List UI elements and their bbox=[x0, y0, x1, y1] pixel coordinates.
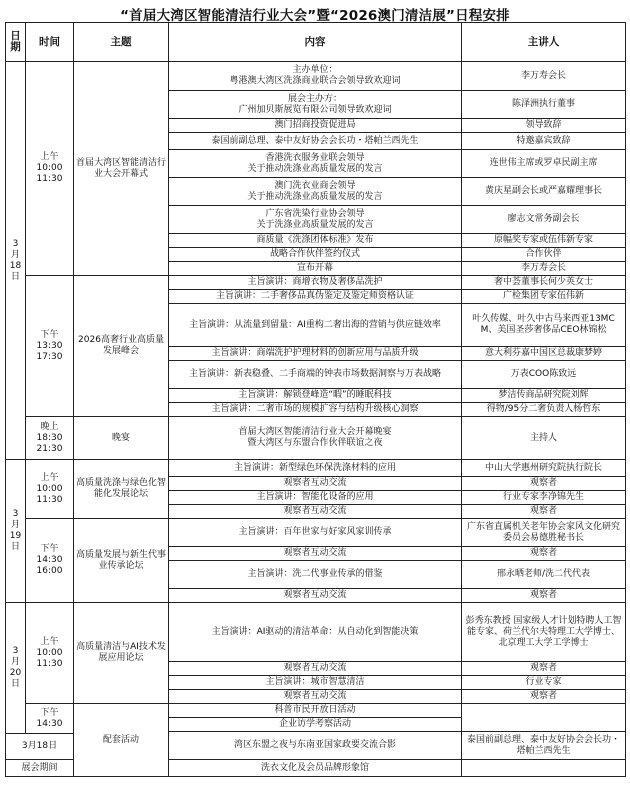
content-cell: 观察者互动交流 bbox=[169, 662, 462, 676]
time-cell: 上午 10:00 11:30 bbox=[26, 603, 74, 704]
content-cell: 香港洗衣服务业联会领导 关于推动洗涤业高质量发展的发言 bbox=[169, 150, 462, 178]
theme-cell: 晚宴 bbox=[74, 417, 169, 460]
speaker-cell: 万表COO陈致远 bbox=[462, 361, 626, 389]
speaker-cell bbox=[462, 760, 626, 777]
time-cell: 下午 14:30 bbox=[26, 704, 74, 734]
table-header-row bbox=[6, 23, 626, 62]
content-cell: 主旨演讲：百年世家与好家风家训传承 bbox=[169, 519, 462, 547]
speaker-cell: 邢永晒老师/洗二代代表 bbox=[462, 561, 626, 589]
theme-cell: 首届大湾区智能清洁行业大会开幕式 bbox=[74, 62, 169, 276]
table-row bbox=[6, 62, 626, 91]
speaker-cell: 特邀嘉宾致辞 bbox=[462, 133, 626, 150]
time-cell: 下午 14:30 16:00 bbox=[26, 519, 74, 603]
content-cell: 首届大湾区智能清洁行业大会开幕晚宴 暨大湾区与东盟合作伙伴联谊之夜 bbox=[169, 417, 462, 460]
theme-cell: 高质量清洁与AI技术发展应用论坛 bbox=[74, 603, 169, 704]
content-cell: 主旨演讲：二奢市场的规模扩容与结构升级核心洞察 bbox=[169, 403, 462, 417]
header-time: 时间 bbox=[26, 23, 74, 62]
table-row bbox=[6, 603, 626, 662]
content-cell: 商质量《洗涤团体标准》发布 bbox=[169, 234, 462, 248]
speaker-cell: 中山大学惠州研究院执行院长 bbox=[462, 460, 626, 477]
content-cell: 主旨演讲：商增衣物及奢侈品洗护 bbox=[169, 276, 462, 290]
content-cell: 澳门招商投资促进局 bbox=[169, 119, 462, 133]
speaker-cell: 叶久传媒、叶久中古马来西亚13MCM、美国圣莎奢侈品CEO林锦松 bbox=[462, 304, 626, 347]
content-cell: 洗衣文化及会员品牌形象馆 bbox=[169, 760, 462, 777]
speaker-cell: 观察者 bbox=[462, 589, 626, 603]
speaker-cell: 观察者 bbox=[462, 662, 626, 676]
content-cell: 战略合作伙伴签约仪式 bbox=[169, 248, 462, 262]
speaker-cell: 广东省直属机关老年协会家风文化研究委员会易德胜秘书长 bbox=[462, 519, 626, 547]
theme-cell: 2026高奢行业高质量发展峰会 bbox=[74, 276, 169, 417]
date-cell: 3 月 19 日 bbox=[6, 460, 26, 603]
speaker-cell: 得物/95分二奢负责人杨哲东 bbox=[462, 403, 626, 417]
speaker-cell: 泰国前副总理、泰中友好协会会长功・塔帕兰西先生 bbox=[462, 732, 626, 760]
content-cell: 观察者互动交流 bbox=[169, 547, 462, 561]
speaker-cell: 原幅奖专家或伍伟新专家 bbox=[462, 234, 626, 248]
speaker-cell: 领导致辞 bbox=[462, 119, 626, 133]
speaker-cell: 观察者 bbox=[462, 690, 626, 704]
speaker-cell: 行业专家 bbox=[462, 676, 626, 690]
speaker-cell: 观察者 bbox=[462, 547, 626, 561]
date-cell: 3月18日 bbox=[6, 734, 74, 760]
date-cell: 3 月 20 日 bbox=[6, 603, 26, 734]
speaker-cell: 观察者 bbox=[462, 477, 626, 491]
content-cell: 主旨演讲：从流量到留量：AI重构二奢出海的营销与供应链效率 bbox=[169, 304, 462, 347]
speaker-cell: 观察者 bbox=[462, 505, 626, 519]
header-theme: 主题 bbox=[74, 23, 169, 62]
content-cell: 观察者互动交流 bbox=[169, 477, 462, 491]
speaker-cell: 彭秀东教授 国家级人才计划特聘人工智能专家、荷兰代尔夫特理工大学博士、北京理工大学工学博士 bbox=[462, 603, 626, 662]
time-cell: 上午 10:00 11:30 bbox=[26, 62, 74, 276]
content-cell: 主旨演讲：城市智慧清洁 bbox=[169, 676, 462, 690]
speaker-cell: 合作伙伴 bbox=[462, 248, 626, 262]
content-cell: 湾区东盟之夜与东南亚国家政要交流合影 bbox=[169, 732, 462, 760]
content-cell: 观察者互动交流 bbox=[169, 589, 462, 603]
content-cell: 主旨演讲：解锁登峰造“暇”的睡眠科技 bbox=[169, 389, 462, 403]
content-cell: 主旨演讲：智能化设备的应用 bbox=[169, 491, 462, 505]
speaker-cell: 黄庆星副会长或严嘉耀理事长 bbox=[462, 178, 626, 206]
time-cell: 上午 10:00 11:30 bbox=[26, 460, 74, 519]
content-cell: 企业访学考察活动 bbox=[169, 718, 462, 732]
content-cell: 主旨演讲：新表稳叠、二手商端的钟表市场数据洞察与万表战略 bbox=[169, 361, 462, 389]
speaker-cell: 梦洁传商品研究院刘辉 bbox=[462, 389, 626, 403]
header-day: 日 期 bbox=[6, 23, 26, 62]
header-speaker: 主讲人 bbox=[462, 23, 626, 62]
content-cell: 主旨演讲：AI驱动的清洁革命：从自动化到智能决策 bbox=[169, 603, 462, 662]
content-cell: 主旨演讲：商端洗护护理材料的创新应用与品质升级 bbox=[169, 347, 462, 361]
content-cell: 观察者互动交流 bbox=[169, 505, 462, 519]
table-row bbox=[6, 704, 626, 718]
content-cell: 观察者互动交流 bbox=[169, 690, 462, 704]
speaker-cell: 奢中荟董事长何少英女士 bbox=[462, 276, 626, 290]
speaker-cell: 廖志文常务副会长 bbox=[462, 206, 626, 234]
table-row bbox=[6, 460, 626, 477]
theme-cell: 高质量洗涤与绿色化智能化发展论坛 bbox=[74, 460, 169, 519]
time-cell: 晚上 18:30 21:30 bbox=[26, 417, 74, 460]
table-row bbox=[6, 519, 626, 547]
content-cell: 宣布开幕 bbox=[169, 262, 462, 276]
content-cell: 主旨演讲：新型绿色环保洗涤材料的应用 bbox=[169, 460, 462, 477]
content-cell: 广东省洗染行业协会领导 关于洗涤业高质量发展的发言 bbox=[169, 206, 462, 234]
speaker-cell: 陈泽洲执行董事 bbox=[462, 91, 626, 119]
content-cell: 泰国前副总理、泰中友好协会会长功・塔帕兰西先生 bbox=[169, 133, 462, 150]
speaker-cell: 意大利芬嘉中国区总裁康梦婷 bbox=[462, 347, 626, 361]
table-row bbox=[6, 417, 626, 460]
speaker-cell: 李万寿会长 bbox=[462, 62, 626, 91]
speaker-cell: 李万寿会长 bbox=[462, 262, 626, 276]
speaker-cell: 广检集团专家伍伟新 bbox=[462, 290, 626, 304]
speaker-cell: 连世伟主席或罗卓民副主席 bbox=[462, 150, 626, 178]
content-cell: 主旨演讲：洗二代事业传承的借鉴 bbox=[169, 561, 462, 589]
header-content: 内容 bbox=[169, 23, 462, 62]
content-cell: 主旨演讲：二手奢侈品真伪鉴定及鉴定师资格认证 bbox=[169, 290, 462, 304]
content-cell: 澳门洗衣业商会领导 关于推动洗涤业高质量发展的发言 bbox=[169, 178, 462, 206]
theme-cell: 配套活动 bbox=[74, 704, 169, 777]
theme-cell: 高质量发展与新生代事业传承论坛 bbox=[74, 519, 169, 603]
period-cell: 展会期间 bbox=[6, 760, 74, 777]
time-cell: 下午 13:30 17:30 bbox=[26, 276, 74, 417]
content-cell: 主办单位： 粤港澳大湾区洗涤商业联合会领导致欢迎词 bbox=[169, 62, 462, 91]
content-cell: 科普市民开放日活动 bbox=[169, 704, 462, 718]
schedule-table bbox=[5, 22, 626, 777]
date-cell: 3 月 18 日 bbox=[6, 62, 26, 460]
content-cell: 展会主办方： 广州加贝斯展览有限公司领导致欢迎词 bbox=[169, 91, 462, 119]
speaker-cell: 行业专家李净锦先生 bbox=[462, 491, 626, 505]
speaker-cell bbox=[462, 704, 626, 732]
speaker-cell: 主持人 bbox=[462, 417, 626, 460]
page-title: “首届大湾区智能清洁行业大会”暨“2026澳门清洁展”日程安排 bbox=[120, 8, 510, 24]
table-row bbox=[6, 276, 626, 290]
